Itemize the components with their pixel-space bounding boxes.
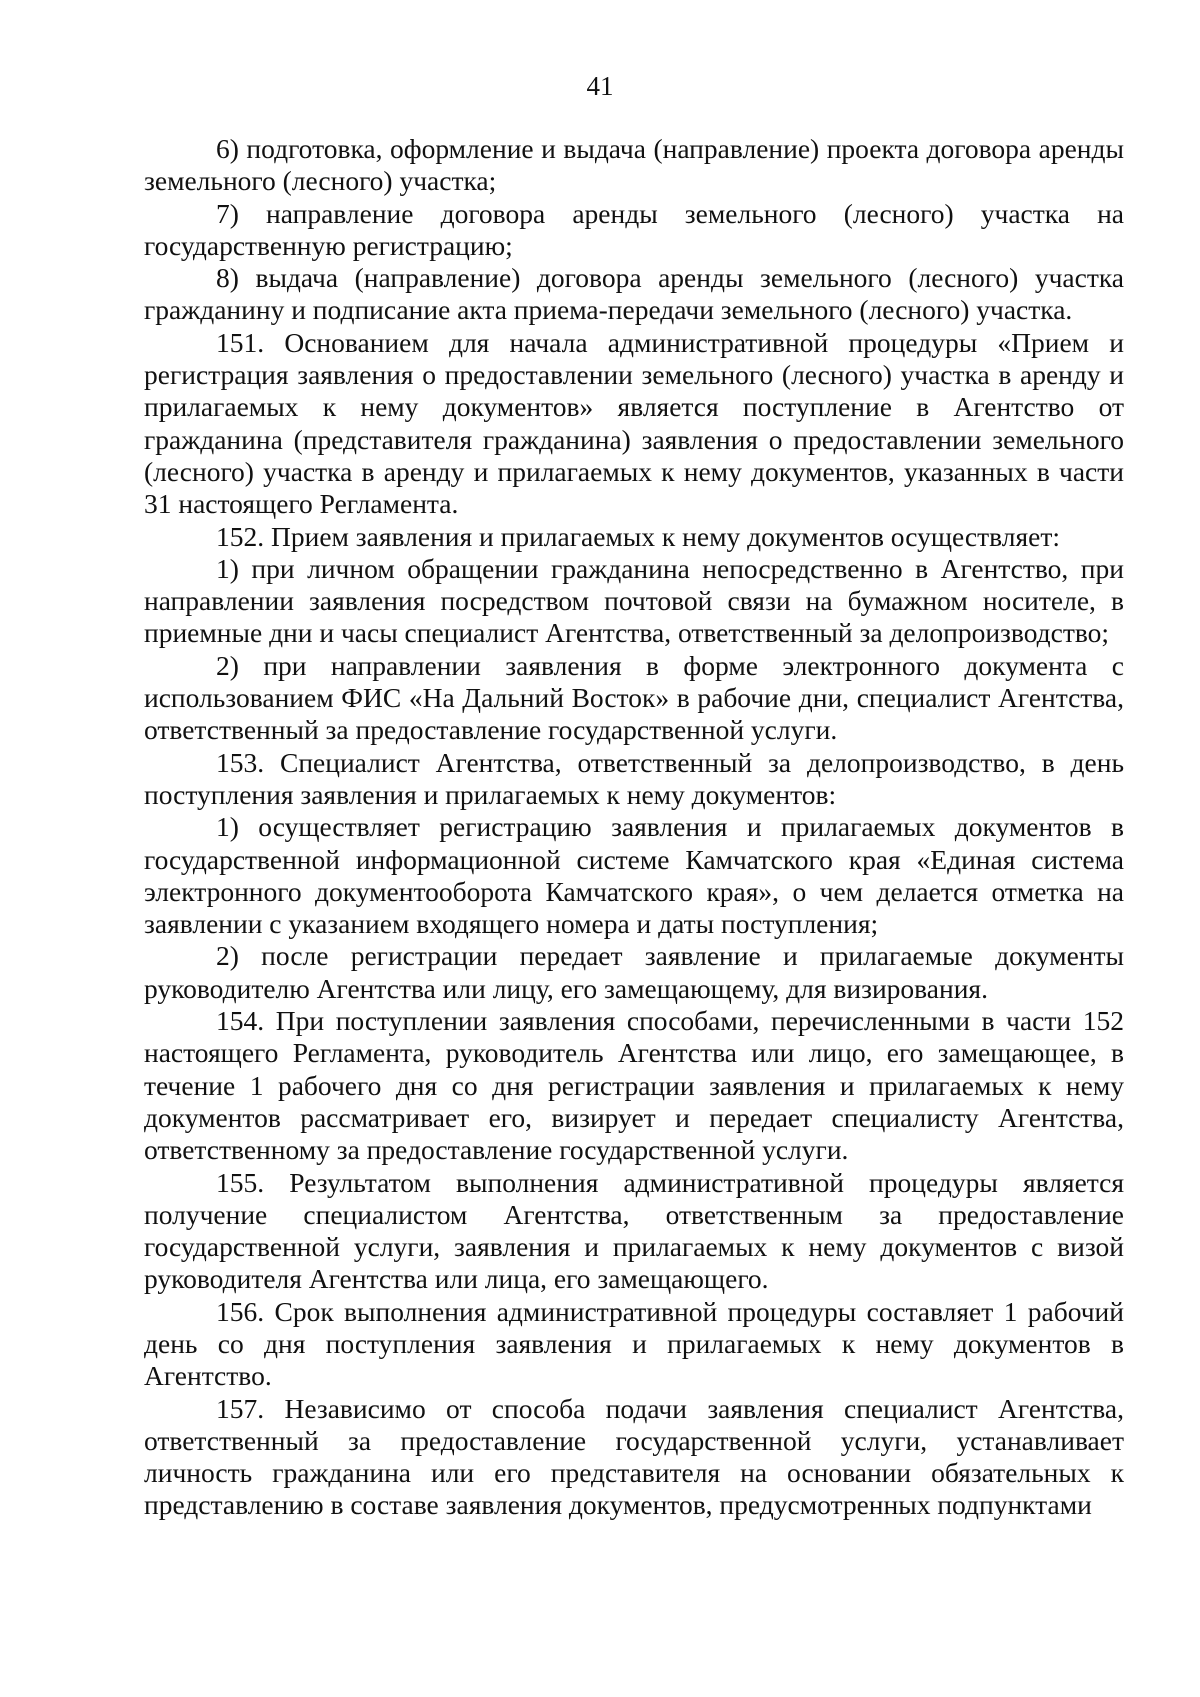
paragraph-157: 157. Независимо от способа подачи заявления специалист Агентства, ответственный за предоставление государственной услуги, устанавливает личность гражданина или его представителя на основании обязательных к представлению в составе заявления документов, предусмотренных подпунктами [144,1392,1124,1521]
document-body [144,133,1124,1522]
paragraph-item-8: 8) выдача (направление) договора аренды земельного (лесного) участка гражданину и подписание акта приема-передачи земельного (лесного) участка. [144,262,1124,326]
paragraph-152-item-1: 1) при личном обращении гражданина непосредственно в Агентство, при направлении заявления посредством почтовой связи на бумажном носителе, в приемные дни и часы специалист Агентства, ответственный за делопроизводство; [144,552,1124,649]
paragraph-item-7: 7) направление договора аренды земельного (лесного) участка на государственную регистрацию; [144,197,1124,261]
paragraph-153: 153. Специалист Агентства, ответственный за делопроизводство, в день поступления заявления и прилагаемых к нему документов: [144,746,1124,810]
paragraph-156: 156. Срок выполнения административной процедуры составляет 1 рабочий день со дня поступления заявления и прилагаемых к нему документов в Агентство. [144,1295,1124,1392]
page-number: 41 [586,71,614,101]
paragraph-151: 151. Основанием для начала административной процедуры «Прием и регистрация заявления о предоставлении земельного (лесного) участка в аренду и прилагаемых к нему документов» является поступление в Агентство от гражданина (представителя гражданина) заявления о предоставлении земельного (лесного) участка в аренду и прилагаемых к нему документов, указанных в части 31 настоящего Регламента. [144,326,1124,520]
paragraph-155: 155. Результатом выполнения административной процедуры является получение специалистом Агентства, ответственным за предоставление государственной услуги, заявления и прилагаемых к нему документов с визой руководителя Агентства или лица, его замещающего. [144,1166,1124,1295]
paragraph-154: 154. При поступлении заявления способами, перечисленными в части 152 настоящего Регламента, руководитель Агентства или лицо, его замещающее, в течение 1 рабочего дня со дня регистрации заявления и прилагаемых к нему документов рассматривает его, визирует и передает специалисту Агентства, ответственному за предоставление государственной услуги. [144,1005,1124,1166]
paragraph-item-6: 6) подготовка, оформление и выдача (направление) проекта договора аренды земельного (лесного) участка; [144,133,1124,197]
paragraph-152-item-2: 2) при направлении заявления в форме электронного документа с использованием ФИС «На Дальний Восток» в рабочие дни, специалист Агентства, ответственный за предоставление государственной услуги. [144,649,1124,746]
paragraph-153-item-2: 2) после регистрации передает заявление и прилагаемые документы руководителю Агентства или лицу, его замещающему, для визирования. [144,940,1124,1004]
paragraph-153-item-1: 1) осуществляет регистрацию заявления и прилагаемых документов в государственной информационной системе Камчатского края «Единая система электронного документооборота Камчатского края», о чем делается отметка на заявлении с указанием входящего номера и даты поступления; [144,811,1124,940]
paragraph-152: 152. Прием заявления и прилагаемых к нему документов осуществляет: [216,520,1060,552]
